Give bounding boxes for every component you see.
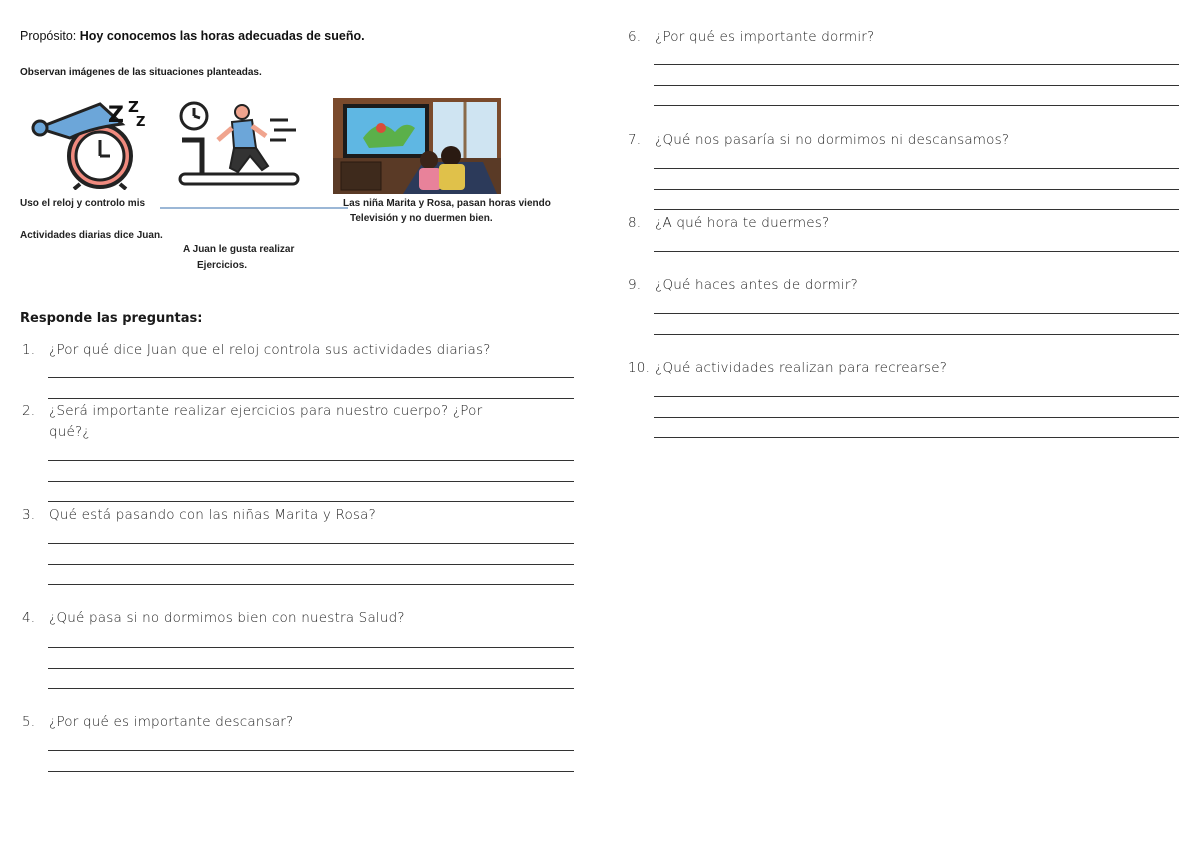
question-number: 4. (22, 610, 36, 626)
purpose-line (20, 29, 365, 43)
answer-line[interactable] (48, 771, 574, 772)
question-4 (22, 610, 405, 626)
answer-line[interactable] (654, 85, 1179, 86)
sleep-clock-image (30, 98, 158, 190)
answer-line[interactable] (48, 481, 574, 482)
answer-line[interactable] (654, 64, 1179, 65)
clock-caption-line-1: Uso el reloj y controlo mis (20, 198, 146, 209)
exercise-caption-line-1: A Juan le gusta realizar (183, 244, 295, 255)
question-10 (628, 360, 947, 376)
answer-line[interactable] (654, 105, 1179, 106)
tv-caption-line-2: Televisión y no duermen bien. (350, 213, 493, 224)
tv-caption-line-1: Las niña Marita y Rosa, pasan horas viendo (343, 198, 551, 209)
question-text: ¿Qué pasa si no dormimos bien con nuestra Salud? (49, 610, 405, 626)
clock-caption-line-2: Actividades diarias dice Juan. (20, 230, 163, 241)
observe-instruction: Observan imágenes de las situaciones planteadas. (20, 67, 262, 78)
caption-divider (160, 207, 348, 209)
question-number: 5. (22, 714, 36, 730)
question-text: ¿Por qué dice Juan que el reloj controla sus actividades diarias? (49, 342, 491, 358)
question-number: 7. (628, 132, 642, 148)
question-5 (22, 714, 293, 730)
answer-line[interactable] (48, 460, 574, 461)
girls-watching-tv-image (333, 98, 501, 194)
question-3 (22, 507, 376, 523)
question-text: ¿Qué nos pasaría si no dormimos ni descansamos? (655, 132, 1010, 148)
question-text: ¿Qué actividades realizan para recrearse? (655, 360, 948, 376)
purpose-text: Hoy conocemos las horas adecuadas de sueño. (79, 29, 365, 43)
question-text: ¿A qué hora te duermes? (655, 215, 830, 231)
question-text: ¿Será importante realizar ejercicios para nuestro cuerpo? ¿Por (49, 403, 483, 419)
answer-line[interactable] (654, 334, 1179, 335)
answer-line[interactable] (48, 377, 574, 378)
section-title: Responde las preguntas: (20, 311, 203, 326)
exercise-caption-line-2: Ejercicios. (197, 260, 248, 271)
answer-line[interactable] (48, 398, 574, 399)
answer-line[interactable] (48, 668, 574, 669)
question-1 (22, 342, 491, 358)
answer-line[interactable] (654, 251, 1179, 252)
answer-line[interactable] (654, 313, 1179, 314)
answer-line[interactable] (48, 647, 574, 648)
answer-line[interactable] (654, 437, 1179, 438)
question-text: ¿Qué haces antes de dormir? (655, 277, 858, 293)
question-7 (628, 132, 1009, 148)
question-number: 9. (628, 277, 642, 293)
question-6 (628, 29, 874, 45)
answer-line[interactable] (48, 564, 574, 565)
answer-line[interactable] (654, 396, 1179, 397)
question-number: 3. (22, 507, 36, 523)
question-number: 10. (628, 360, 651, 376)
purpose-label: Propósito: (20, 29, 77, 43)
answer-line[interactable] (654, 417, 1179, 418)
treadmill-exercise-image (172, 100, 304, 188)
answer-line[interactable] (48, 750, 574, 751)
question-text: ¿Por qué es importante descansar? (49, 714, 294, 730)
svg-text:Z: Z (108, 103, 124, 128)
question-9 (628, 277, 858, 293)
answer-line[interactable] (654, 209, 1179, 210)
answer-line[interactable] (654, 168, 1179, 169)
svg-text:Z: Z (136, 115, 146, 130)
question-2 (22, 403, 482, 419)
question-2-continuation: qué?¿ (49, 424, 90, 440)
question-number: 1. (22, 342, 36, 358)
question-number: 6. (628, 29, 642, 45)
question-number: 2. (22, 403, 36, 419)
answer-line[interactable] (48, 501, 574, 502)
answer-line[interactable] (48, 584, 574, 585)
question-text: ¿Por qué es importante dormir? (655, 29, 875, 45)
question-8 (628, 215, 829, 231)
svg-text:Z: Z (128, 98, 139, 116)
answer-line[interactable] (654, 189, 1179, 190)
question-text: Qué está pasando con las niñas Marita y Rosa? (49, 507, 377, 523)
question-number: 8. (628, 215, 642, 231)
answer-line[interactable] (48, 543, 574, 544)
answer-line[interactable] (48, 688, 574, 689)
